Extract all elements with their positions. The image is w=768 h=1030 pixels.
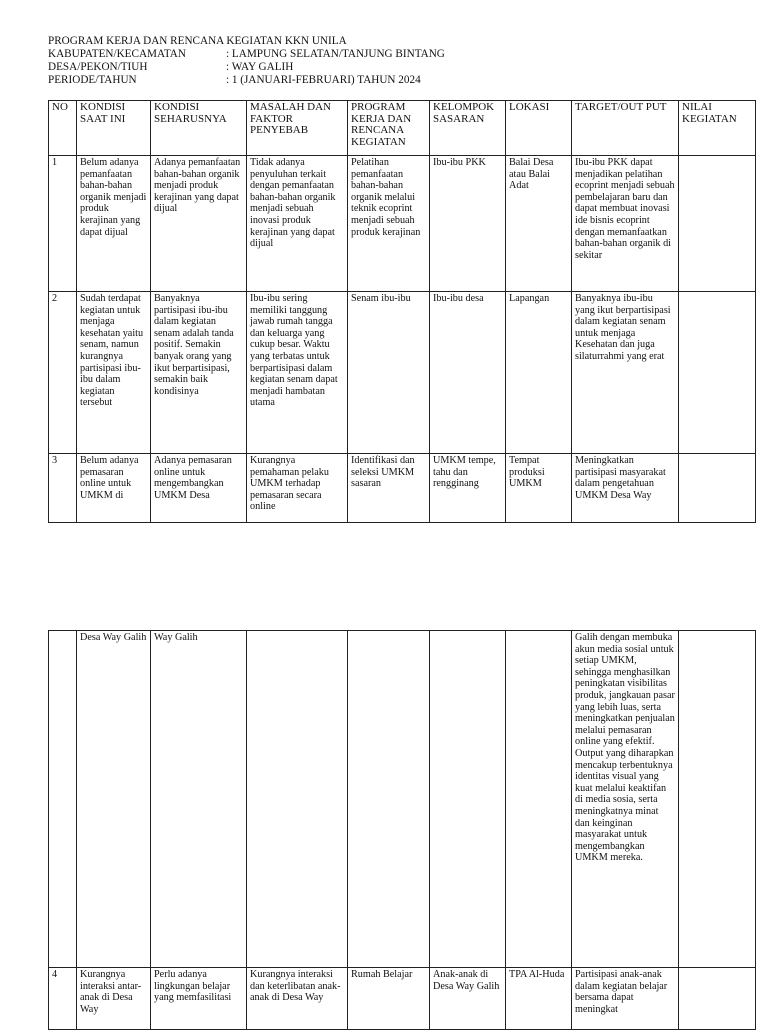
column-header-lokasi: LOKASI (506, 101, 572, 156)
column-header-masalah: MASALAH DAN FAKTOR PENYEBAB (247, 101, 348, 156)
cell-target: Meningkatkan partisipasi masyarakat dalam pengetahuan UMKM Desa Way (572, 454, 679, 523)
program-table-continued (48, 630, 756, 1030)
table-header-row (49, 101, 756, 156)
cell-lokasi: Tempat produksi UMKM (506, 454, 572, 523)
cell-kondisi-seharusnya: Banyaknya partisipasi ibu-ibu dalam kegiatan senam adalah tanda positif. Semakin banyak orang yang ikut berpartisipasi, semakin baik kondisinya (151, 292, 247, 454)
cell-target: Galih dengan membuka akun media sosial untuk setiap UMKM, sehingga menghasilkan peningkatan visibilitas produk, jangkauan pasar yang lebih luas, serta meningkatkan penjualan melalui pemasaran online yang efektif. Output yang diharapkan mencakup terbentuknya identitas visual yang kuat melalui keaktifan di media sosia, serta meningkatnya minat dan keinginan masyarakat untuk mengembangkan UMKM mereka. (572, 631, 679, 968)
cell-lokasi: TPA Al-Huda (506, 968, 572, 1030)
document-header (48, 35, 445, 87)
table-row-continuation (49, 631, 756, 968)
cell-no: 1 (49, 156, 77, 292)
cell-program: Rumah Belajar (348, 968, 430, 1030)
cell-nilai (679, 156, 756, 292)
column-header-kondisi-seharusnya: KONDISI SEHARUSNYA (151, 101, 247, 156)
cell-sasaran: Anak-anak di Desa Way Galih (430, 968, 506, 1030)
table-row (49, 454, 756, 523)
header-row-desa (48, 61, 445, 74)
table-row (49, 156, 756, 292)
cell-lokasi (506, 631, 572, 968)
cell-nilai (679, 292, 756, 454)
header-label: PERIODE/TAHUN (48, 74, 137, 86)
cell-nilai (679, 968, 756, 1030)
column-header-no: NO (49, 101, 77, 156)
cell-kondisi-seharusnya: Way Galih (151, 631, 247, 968)
cell-target: Ibu-ibu PKK dapat menjadikan pelatihan ecoprint menjadi sebuah pembelajaran baru dan dapat membuat inovasi ide bisnis ecoprint dengan memanfaatkan bahan-bahan organik di sekitar (572, 156, 679, 292)
cell-program (348, 631, 430, 968)
cell-masalah: Ibu-ibu sering memiliki tanggung jawab rumah tangga dan keluarga yang cukup besar. Waktu yang terbatas untuk berpartisipasi dalam kegiatan senam dapat menjadi hambatan utama (247, 292, 348, 454)
cell-no (49, 631, 77, 968)
header-row-periode (48, 74, 445, 87)
cell-masalah: Kurangnya interaksi dan keterlibatan anak-anak di Desa Way (247, 968, 348, 1030)
table-row (49, 292, 756, 454)
cell-kondisi-seharusnya: Adanya pemanfaatan bahan-bahan organik menjadi produk kerajinan yang dapat dijual (151, 156, 247, 292)
cell-masalah: Kurangnya pemahaman pelaku UMKM terhadap pemasaran secara online (247, 454, 348, 523)
column-header-program: PROGRAM KERJA DAN RENCANA KEGIATAN (348, 101, 430, 156)
program-table (48, 100, 756, 523)
cell-sasaran (430, 631, 506, 968)
header-value: : LAMPUNG SELATAN/TANJUNG BINTANG (226, 48, 445, 60)
cell-program: Senam ibu-ibu (348, 292, 430, 454)
header-label: DESA/PEKON/TIUH (48, 61, 148, 73)
cell-kondisi-saat-ini: Kurangnya interaksi antar-anak di Desa Way (77, 968, 151, 1030)
cell-masalah: Tidak adanya penyuluhan terkait dengan pemanfaatan bahan-bahan organik menjadi sebuah inovasi produk kerajinan yang dapat dijual (247, 156, 348, 292)
cell-target: Banyaknya ibu-ibu yang ikut berpartisipasi dalam kegiatan senam untuk menjaga Kesehatan dan juga silaturrahmi yang erat (572, 292, 679, 454)
cell-sasaran: Ibu-ibu PKK (430, 156, 506, 292)
table-row (49, 968, 756, 1030)
column-header-target: TARGET/OUT PUT (572, 101, 679, 156)
header-value: : WAY GALIH (226, 61, 294, 73)
cell-kondisi-saat-ini: Sudah terdapat kegiatan untuk menjaga kesehatan yaitu senam, namun kurangnya partisipasi ibu-ibu dalam kegiatan tersebut (77, 292, 151, 454)
header-row-kabupaten (48, 48, 445, 61)
cell-lokasi: Lapangan (506, 292, 572, 454)
cell-sasaran: Ibu-ibu desa (430, 292, 506, 454)
cell-nilai (679, 454, 756, 523)
cell-target: Partisipasi anak-anak dalam kegiatan belajar bersama dapat meningkat (572, 968, 679, 1030)
column-header-kelompok-sasaran: KELOMPOK SASARAN (430, 101, 506, 156)
cell-sasaran: UMKM tempe, tahu dan rengginang (430, 454, 506, 523)
cell-kondisi-seharusnya: Adanya pemasaran online untuk mengembangkan UMKM Desa (151, 454, 247, 523)
cell-kondisi-seharusnya: Perlu adanya lingkungan belajar yang memfasilitasi (151, 968, 247, 1030)
cell-kondisi-saat-ini: Belum adanya pemasaran online untuk UMKM di (77, 454, 151, 523)
column-header-nilai: NILAI KEGIATAN (679, 101, 756, 156)
cell-no: 4 (49, 968, 77, 1030)
cell-no: 3 (49, 454, 77, 523)
document-title: PROGRAM KERJA DAN RENCANA KEGIATAN KKN UNILA (48, 35, 347, 47)
cell-kondisi-saat-ini: Belum adanya pemanfaatan bahan-bahan organik menjadi produk kerajinan yang dapat dijual (77, 156, 151, 292)
cell-program: Pelatihan pemanfaatan bahan-bahan organik melalui teknik ecoprint menjadi sebuah produk kerajinan (348, 156, 430, 292)
column-header-kondisi-saat-ini: KONDISI SAAT INI (77, 101, 151, 156)
cell-no: 2 (49, 292, 77, 454)
header-label: KABUPATEN/KECAMATAN (48, 48, 186, 60)
cell-nilai (679, 631, 756, 968)
cell-program: Identifikasi dan seleksi UMKM sasaran (348, 454, 430, 523)
header-value: : 1 (JANUARI-FEBRUARI) TAHUN 2024 (226, 74, 421, 86)
cell-masalah (247, 631, 348, 968)
cell-lokasi: Balai Desa atau Balai Adat (506, 156, 572, 292)
cell-kondisi-saat-ini: Desa Way Galih (77, 631, 151, 968)
